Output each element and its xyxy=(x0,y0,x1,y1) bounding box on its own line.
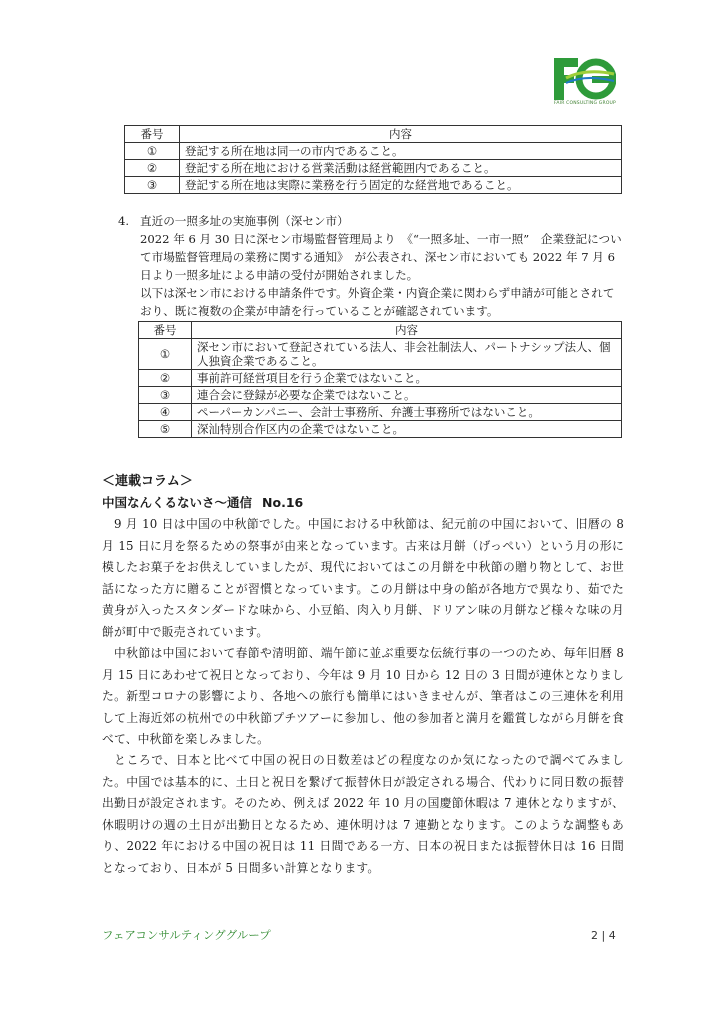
row-content: 登記する所在地は実際に業務を行う固定的な経営地であること。 xyxy=(180,177,622,194)
table-row xyxy=(125,177,622,194)
section-body: 2022 年 6 月 30 日に深セン市場監督管理局より 《“一照多址、一市一照” 企業登記について市場監督管理局の業務に関する通知》 が公表され、深セン市においても 2022 年 7 月 6 日より一照多址による申請の受付が開始されました。 xyxy=(140,232,622,282)
section-number: 4. xyxy=(118,214,130,228)
fair-consulting-logo xyxy=(552,54,616,106)
table-header-row xyxy=(139,322,622,339)
section-body-2: 以下は深セン市における申請条件です。外資企業・内資企業に関わらず申請が可能とされており、既に複数の企業が申請を行っていることが確認されています。 xyxy=(140,286,615,318)
table-row xyxy=(139,404,622,421)
header-number: 番号 xyxy=(139,322,192,339)
row-content: ペーパーカンパニー、会計士事務所、弁護士事務所ではないこと。 xyxy=(192,404,622,421)
row-content: 深セン市において登記されている法人、非会社制法人、パートナシップ法人、個人独資企業であること。 xyxy=(192,339,622,370)
row-content: 登記する所在地における営業活動は経営範囲内であること。 xyxy=(180,160,622,177)
table-row xyxy=(139,387,622,404)
row-number: ① xyxy=(125,143,180,160)
row-number: ④ xyxy=(139,404,192,421)
row-number: ① xyxy=(139,339,192,370)
row-number: ② xyxy=(139,370,192,387)
column-paragraph-1: 9 月 10 日は中国の中秋節でした。中国における中秋節は、紀元前の中国において、旧暦の 8 月 15 日に月を祭るための祭事が由来となっています。古来は月餅（げっぺい）という月の形に模したお菓子をお供えしていましたが、現代においてはこの月餅を中秋節の贈り物として、お世話になった方に贈ることが習慣となっています。この月餅は中身の餡が各地方で異なり、茹でた黄身が入ったスタンダードな味から、小豆餡、肉入り月餅、ドリアン味の月餅など様々な味の月餅が町中で販売されています。 xyxy=(102,517,624,639)
footer-company-name: フェアコンサルティンググループ xyxy=(102,928,271,942)
row-number: ⑤ xyxy=(139,421,192,438)
table-row xyxy=(139,339,622,370)
shenzhen-conditions-table xyxy=(138,321,622,438)
column-number: No.16 xyxy=(262,495,304,510)
table-row xyxy=(139,370,622,387)
row-content: 連合会に登録が必要な企業ではないこと。 xyxy=(192,387,622,404)
table-row xyxy=(125,160,622,177)
row-content: 登記する所在地は同一の市内であること。 xyxy=(180,143,622,160)
requirements-table xyxy=(124,125,622,194)
page-number: 2 | 4 xyxy=(591,929,616,942)
table-row xyxy=(139,421,622,438)
logo-caption: FAIR CONSULTING GROUP xyxy=(554,101,616,106)
section-heading: 直近の一照多址の実施事例（深セン市） xyxy=(140,214,349,228)
row-number: ② xyxy=(125,160,180,177)
table-header-row xyxy=(125,126,622,143)
header-content: 内容 xyxy=(180,126,622,143)
row-content: 事前許可経営項目を行う企業ではないこと。 xyxy=(192,370,622,387)
column-paragraph-3: ところで、日本と比べて中国の祝日の日数差はどの程度なのか気になったので調べてみました。中国では基本的に、土日と祝日を繋げて振替休日が設定される場合、代わりに同日数の振替出勤日が設定されます。そのため、例えば 2022 年 10 月の国慶節休暇は 7 連休となりますが、休暇明けの週の土日が出勤日となるため、連休明けは 7 連勤となります。このような調整もあり、2022 年における中国の祝日は 11 日間である一方、日本の祝日または振替休日は 16 日間となっており、日本が 5 日間多い計算となります。 xyxy=(102,753,624,875)
column-subtitle xyxy=(102,493,303,511)
table-row xyxy=(125,143,622,160)
column-paragraph-2: 中秋節は中国において春節や清明節、端午節に並ぶ重要な伝統行事の一つのため、毎年旧暦 8 月 15 日にあわせて祝日となっており、今年は 9 月 10 日から 12 日の 3 日間が連休となりました。新型コロナの影響により、各地への旅行も簡単にはいきませんが、筆者はこの三連休を利用して上海近郊の杭州での中秋節プチツアーに参加し、他の参加者と満月を鑑賞しながら月餅を食べて、中秋節を楽しみました。 xyxy=(102,646,624,746)
row-number: ③ xyxy=(125,177,180,194)
row-number: ③ xyxy=(139,387,192,404)
header-content: 内容 xyxy=(192,322,622,339)
row-content: 深汕特別合作区内の企業ではないこと。 xyxy=(192,421,622,438)
section-4 xyxy=(118,212,624,320)
column-subtitle-text: 中国なんくるないさ～通信 xyxy=(102,495,253,510)
header-number: 番号 xyxy=(125,126,180,143)
column-title: ＜連載コラム＞ xyxy=(102,474,193,489)
